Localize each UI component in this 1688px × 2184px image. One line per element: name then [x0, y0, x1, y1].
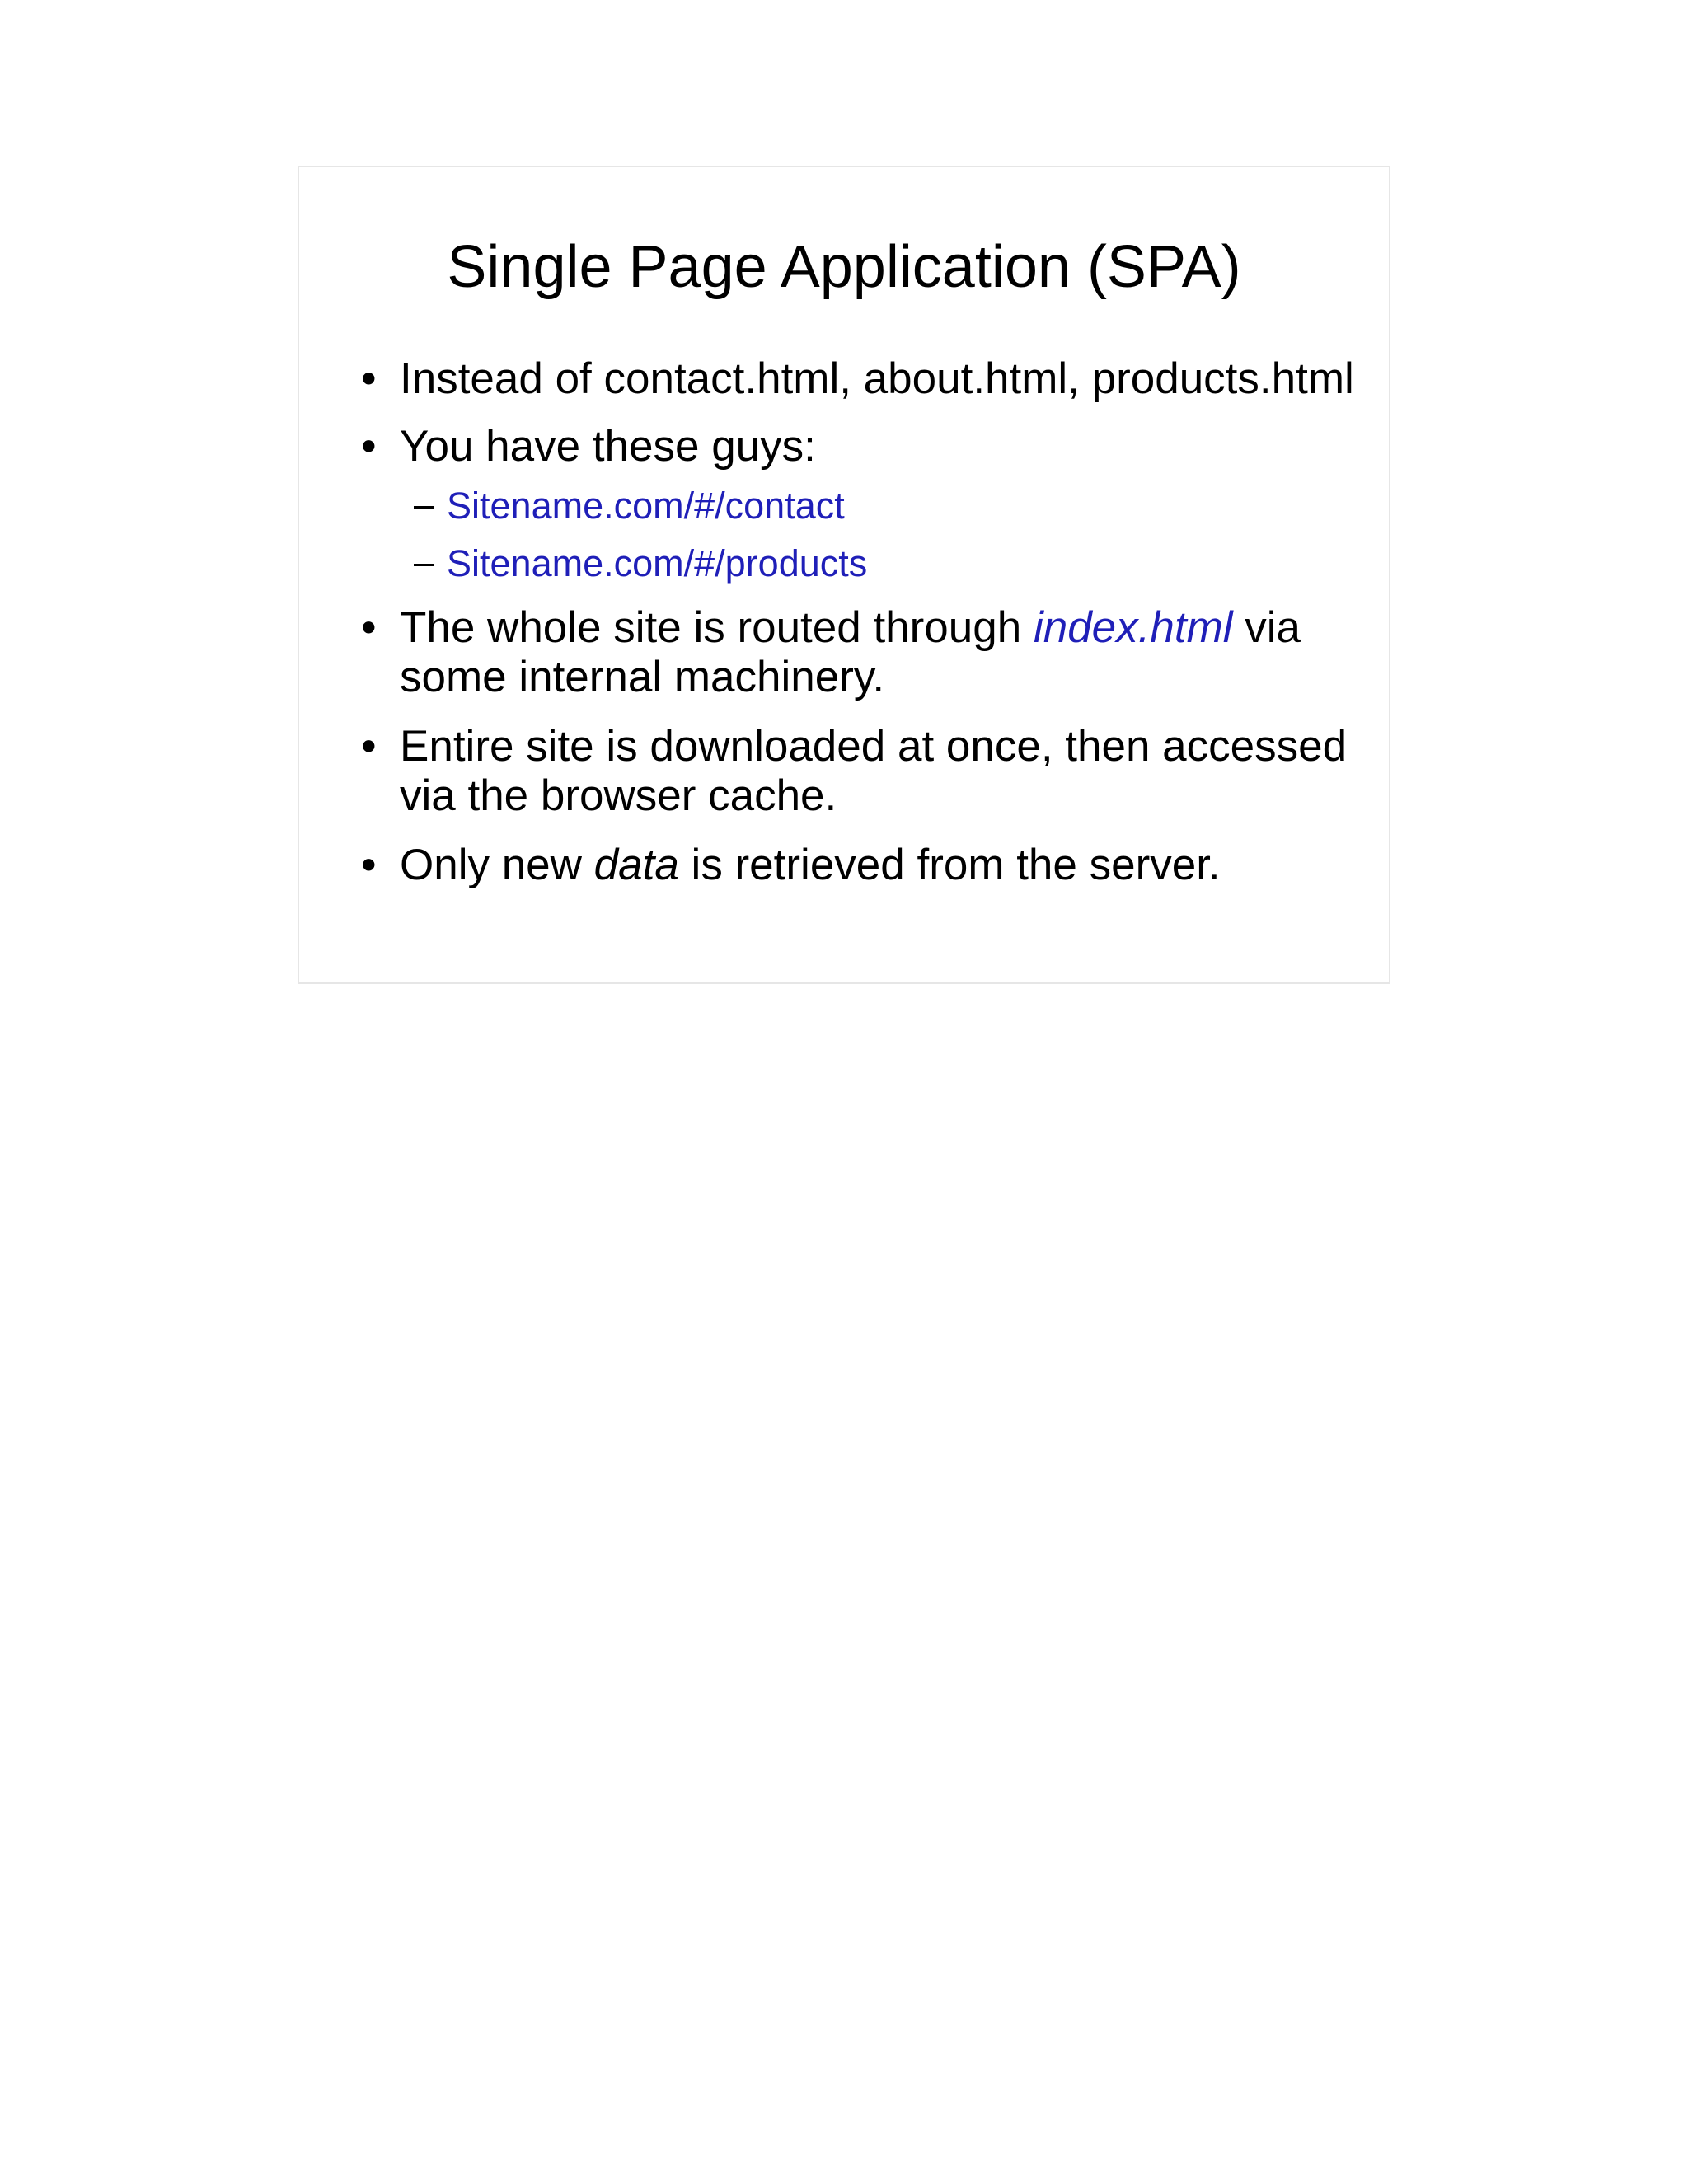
- data-emphasis: data: [593, 841, 679, 889]
- bullet-dot-icon: •: [361, 841, 377, 889]
- dash-icon: –: [414, 483, 435, 525]
- bullet-dot-icon: •: [361, 422, 377, 471]
- bullet-text-end: is retrieved from the server.: [678, 841, 1221, 889]
- bullet-dot-icon: •: [361, 722, 377, 771]
- sub-bullet-item-2: [400, 539, 1383, 588]
- bullet-dot-icon: •: [361, 354, 377, 403]
- dash-icon: –: [414, 541, 435, 583]
- bullet-item-2: [361, 422, 1383, 588]
- bullet-item-3: [361, 603, 1383, 702]
- bullet-text: Entire site is downloaded at once, then accessed via the browser cache.: [400, 722, 1348, 820]
- sub-bullet-list: [400, 481, 1383, 588]
- bullet-text-start: Only new: [400, 841, 594, 889]
- sub-bullet-item-1: [400, 481, 1383, 531]
- bullet-text: You have these guys:: [400, 422, 816, 471]
- bullet-text-end: via some internal machinery.: [400, 603, 1301, 701]
- route-link-products[interactable]: Sitename.com/#/products: [447, 542, 868, 584]
- bullet-list: [361, 354, 1383, 890]
- bullet-item-5: [361, 841, 1383, 890]
- bullet-item-1: [361, 354, 1383, 404]
- bullet-text: Instead of contact.html, about.html, products.html: [400, 354, 1354, 403]
- route-link-contact[interactable]: Sitename.com/#/contact: [447, 485, 845, 527]
- bullet-text-start: The whole site is routed through: [400, 603, 1034, 652]
- bullet-item-4: [361, 722, 1383, 821]
- bullet-dot-icon: •: [361, 603, 377, 652]
- slide-title: Single Page Application (SPA): [447, 234, 1241, 300]
- index-html-link[interactable]: index.html: [1033, 603, 1233, 652]
